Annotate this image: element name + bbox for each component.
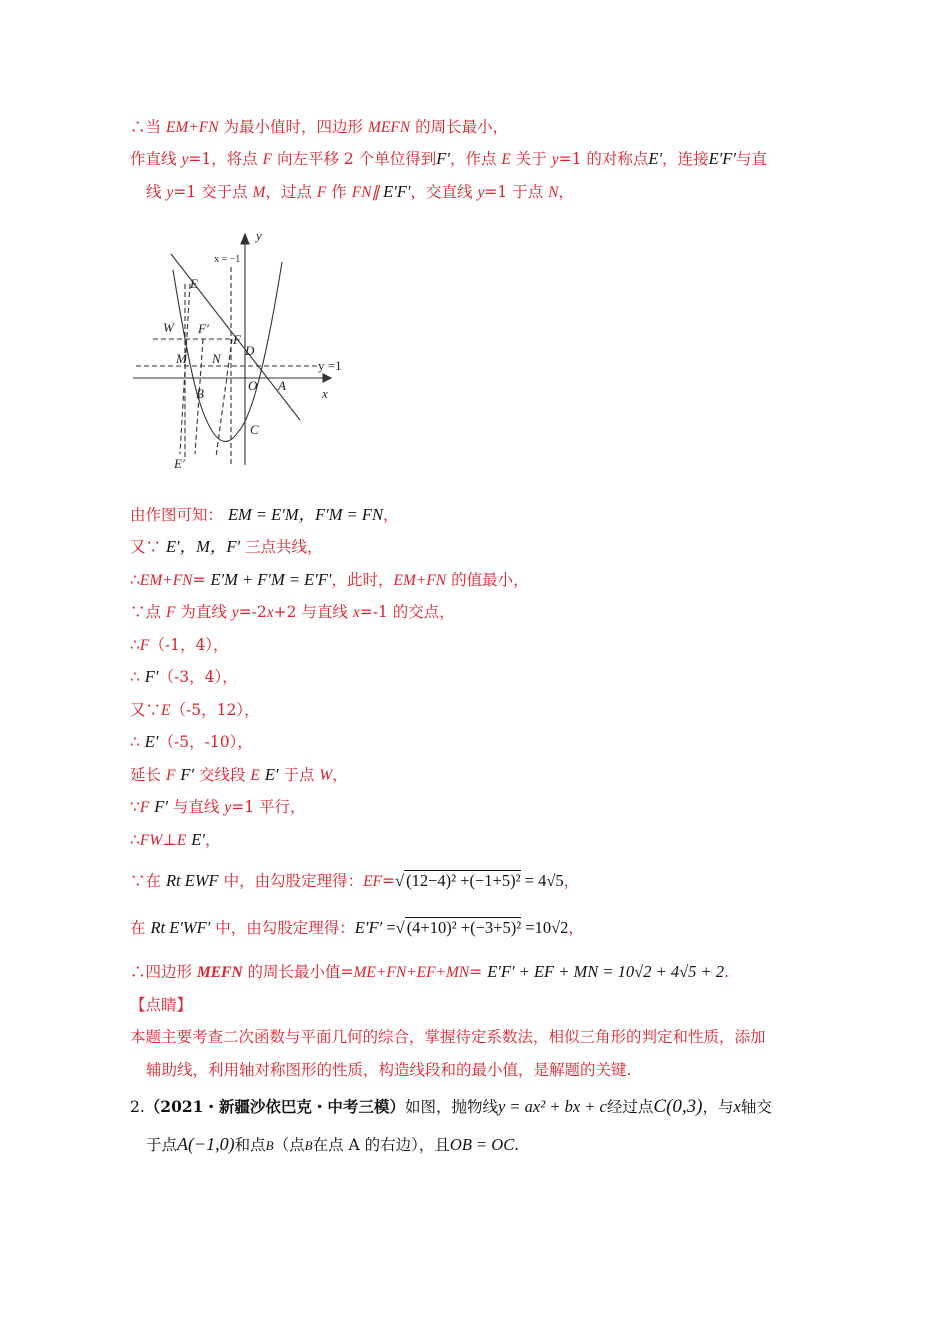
- math-term: B: [304, 1138, 313, 1153]
- math-expression: EM = E′M，F′M = FN: [227, 505, 383, 524]
- math-term: E′WF′: [165, 918, 211, 937]
- math-term: x: [352, 604, 360, 621]
- math-term: Rt: [165, 871, 181, 890]
- text: ，此时，: [331, 571, 394, 589]
- solution-line-9: [130, 667, 238, 687]
- text: ，: [563, 872, 580, 890]
- math-term: E′F′: [708, 149, 736, 168]
- text: ，: [332, 766, 348, 784]
- solution-line-12: [130, 765, 348, 786]
- math-term: EM+FN: [139, 572, 193, 589]
- math-term: MEFN: [367, 119, 411, 136]
- text: （-3，4），: [158, 668, 238, 686]
- math-term: x: [733, 1097, 741, 1116]
- solution-line-8: [130, 635, 229, 656]
- text: 向左平移 2 个单位得到: [272, 150, 437, 168]
- text: ∴当: [130, 118, 166, 136]
- text: ，过点: [265, 183, 317, 201]
- text: 作直线: [130, 150, 182, 168]
- perpendicular-symbol: ⊥: [162, 831, 177, 849]
- math-term: y: [166, 184, 174, 201]
- text: 线: [146, 183, 167, 201]
- text: =: [382, 872, 396, 890]
- text: 与直: [735, 150, 767, 168]
- solution-line-15: [130, 870, 579, 892]
- text: 的周长最小值=: [242, 963, 354, 981]
- text: 中，由勾股定理得：: [218, 872, 364, 890]
- text: 交线段: [194, 766, 251, 784]
- text: 和点: [234, 1136, 266, 1154]
- text: =1 平行，: [231, 798, 306, 816]
- math-term: E′F′: [383, 182, 411, 201]
- text: 在点 A 的右边），且: [312, 1136, 450, 1154]
- text: 三点共线，: [240, 538, 323, 556]
- label-D: D: [245, 343, 255, 358]
- math-expression: E′M + F′M = E′F′: [210, 570, 332, 589]
- math-term: F: [165, 767, 176, 784]
- math-term: y: [551, 151, 559, 168]
- solution-line-5: [130, 537, 323, 557]
- text: 为最小值时，四边形: [218, 118, 368, 136]
- math-term: B: [265, 1138, 274, 1153]
- question-source: （2021・新疆沙依巴克・中考三模）: [144, 1097, 405, 1116]
- text: 中，由勾股定理得：: [210, 919, 355, 937]
- math-term: EF: [363, 873, 383, 890]
- text: ，: [383, 506, 399, 524]
- text: 轴交: [740, 1098, 772, 1116]
- text: =1 于点: [484, 183, 549, 201]
- text: 延长: [130, 766, 166, 784]
- math-term: E: [250, 767, 260, 784]
- text: 辅助线，利用轴对称图形的性质，构造线段和的最小值，是解题的关键.: [146, 1061, 632, 1079]
- math-term: FW: [139, 832, 163, 849]
- math-term: F: [316, 184, 327, 201]
- math-term: F: [139, 799, 150, 816]
- math-result: = 4√5: [520, 871, 564, 890]
- text: .: [514, 1136, 520, 1154]
- text: 在: [130, 919, 151, 937]
- text: 为直线: [175, 603, 232, 621]
- math-expression: E′F′ + EF + MN = 10√2 + 4√5 + 2: [487, 962, 725, 981]
- parabola-figure: [128, 222, 363, 477]
- text: 的值最小，: [446, 571, 529, 589]
- coordinate-diagram: [128, 222, 363, 477]
- label-B: B: [196, 386, 204, 401]
- solution-line-7: [130, 602, 455, 623]
- math-term: E: [161, 702, 171, 719]
- radical: √ (4+10)² +(−3+5)²: [395, 918, 522, 937]
- math-term: F: [262, 151, 273, 168]
- text: ∴: [130, 668, 145, 686]
- solution-line-1: [130, 117, 508, 138]
- math-expression: y = ax² + bx + c: [497, 1097, 607, 1116]
- text: ，连接: [662, 150, 709, 168]
- solution-line-14: [130, 830, 220, 851]
- math-term: E′: [144, 732, 159, 751]
- label-N: N: [212, 351, 221, 366]
- text: 由作图可知：: [130, 506, 224, 524]
- math-term: x: [266, 604, 274, 621]
- text: ∵在: [130, 872, 166, 890]
- math-term: F: [165, 604, 176, 621]
- math-term: E: [176, 832, 187, 849]
- commentary-line-2: [146, 1060, 631, 1080]
- math-term: F′: [180, 765, 195, 784]
- label-M: M: [176, 351, 187, 366]
- commentary-heading: [130, 995, 192, 1015]
- math-term: FN: [351, 184, 372, 201]
- math-term: ME+FN+EF+MN: [353, 964, 470, 981]
- text: ，: [568, 919, 584, 937]
- text: ∴: [130, 636, 140, 654]
- text: 本题主要考查二次函数与平面几何的综合，掌握待定系数法，相似三角形的判定和性质，添加: [130, 1028, 766, 1046]
- solution-line-11: [130, 732, 253, 752]
- text: =: [469, 963, 488, 981]
- math-term: EM+FN: [393, 572, 447, 589]
- radicand: (12−4)² +(−1+5)²: [406, 871, 521, 890]
- text: =: [192, 571, 211, 589]
- label-W: W: [163, 320, 174, 335]
- math-term: EWF: [180, 871, 219, 890]
- radicand: (4+10)² +(−3+5)²: [406, 918, 522, 937]
- text: 于点: [278, 766, 320, 784]
- text: =-2: [238, 603, 267, 621]
- question-2-line-1: [130, 1097, 772, 1117]
- question-number: 2.: [130, 1098, 145, 1116]
- math-term: E′: [264, 765, 279, 784]
- radical: √ (12−4)² +(−1+5)²: [395, 871, 521, 890]
- text: 又∵: [130, 538, 166, 556]
- text: ∴: [130, 733, 145, 751]
- math-term: A(−1,0): [177, 1134, 235, 1154]
- solution-line-6: [130, 570, 529, 591]
- text: +2 与直线: [273, 603, 353, 621]
- math-term: E′: [191, 830, 205, 849]
- text: =-1 的交点，: [359, 603, 455, 621]
- text: ∴四边形: [130, 963, 197, 981]
- text: 经过点: [606, 1098, 654, 1116]
- label-E: E: [190, 276, 198, 291]
- label-y-eq-1: y =1: [318, 358, 342, 373]
- math-term: MEFN: [196, 964, 243, 981]
- text: =1 的对称点: [558, 150, 649, 168]
- math-term: y: [477, 184, 485, 201]
- text: 如图，抛物线: [404, 1098, 498, 1116]
- math-term: W: [319, 767, 333, 784]
- math-term: C(0,3): [653, 1096, 703, 1117]
- math-expression: E′，M，F′: [165, 537, 241, 556]
- math-term: F′: [144, 667, 159, 686]
- solution-line-16: [130, 917, 584, 938]
- text: =1，将点: [188, 150, 263, 168]
- text: =: [382, 918, 396, 937]
- solution-line-3: [146, 182, 574, 203]
- math-term: EM+FN: [165, 119, 219, 136]
- math-term: y: [224, 799, 232, 816]
- text: 的周长最小，: [410, 118, 509, 136]
- text: ∵点: [130, 603, 166, 621]
- text: 与直线: [167, 798, 225, 816]
- text: （点: [273, 1136, 305, 1154]
- math-term: Rt: [150, 918, 166, 937]
- solution-line-10: [130, 700, 260, 721]
- math-term: N: [548, 184, 559, 201]
- solution-line-2: [130, 149, 767, 170]
- math-term: E: [501, 151, 511, 168]
- math-term: y: [181, 151, 189, 168]
- math-term: E′: [648, 149, 663, 168]
- solution-line-17: [130, 962, 729, 983]
- label-y: y: [256, 228, 262, 243]
- label-F: F: [233, 332, 241, 347]
- math-term: F′: [154, 797, 168, 816]
- text: 又∵: [130, 701, 162, 719]
- text: ，: [558, 183, 574, 201]
- text: （-5，-10），: [158, 733, 253, 751]
- math-term: M: [252, 184, 266, 201]
- label-F-prime: F′: [198, 321, 209, 336]
- text: .: [724, 963, 729, 981]
- solution-line-13: [130, 797, 306, 818]
- label-A: A: [278, 378, 286, 393]
- text: 关于: [510, 150, 552, 168]
- math-expression: OB = OC: [449, 1135, 515, 1154]
- commentary-line-1: [130, 1027, 766, 1047]
- text: （-1，4），: [149, 636, 229, 654]
- text: 于点: [146, 1136, 178, 1154]
- math-term: F′: [436, 149, 450, 168]
- math-term: E′F′: [354, 918, 383, 937]
- text: ，交直线: [410, 183, 478, 201]
- text: ∵: [130, 798, 140, 816]
- label-C: C: [250, 422, 259, 437]
- math-result: =10√2: [521, 918, 569, 937]
- text: ∴: [130, 571, 140, 589]
- text: （-5，12），: [170, 701, 260, 719]
- label-O: O: [248, 378, 258, 393]
- text: ∥: [371, 184, 384, 201]
- text: ，与: [702, 1098, 734, 1116]
- math-term: y: [231, 604, 239, 621]
- text: ，: [204, 831, 221, 849]
- text: =1 交于点: [173, 183, 253, 201]
- text: ，作点: [449, 150, 502, 168]
- question-2-line-2: [146, 1134, 519, 1156]
- text: 作: [326, 183, 352, 201]
- label-x: x: [322, 386, 328, 401]
- text: ∴: [130, 831, 140, 849]
- label-E-prime: E′: [174, 456, 185, 471]
- math-term: F: [139, 637, 150, 654]
- heading-text: 【点睛】: [130, 996, 193, 1014]
- solution-line-4: [130, 505, 399, 525]
- label-x-eq-neg1: x = −1: [214, 254, 241, 265]
